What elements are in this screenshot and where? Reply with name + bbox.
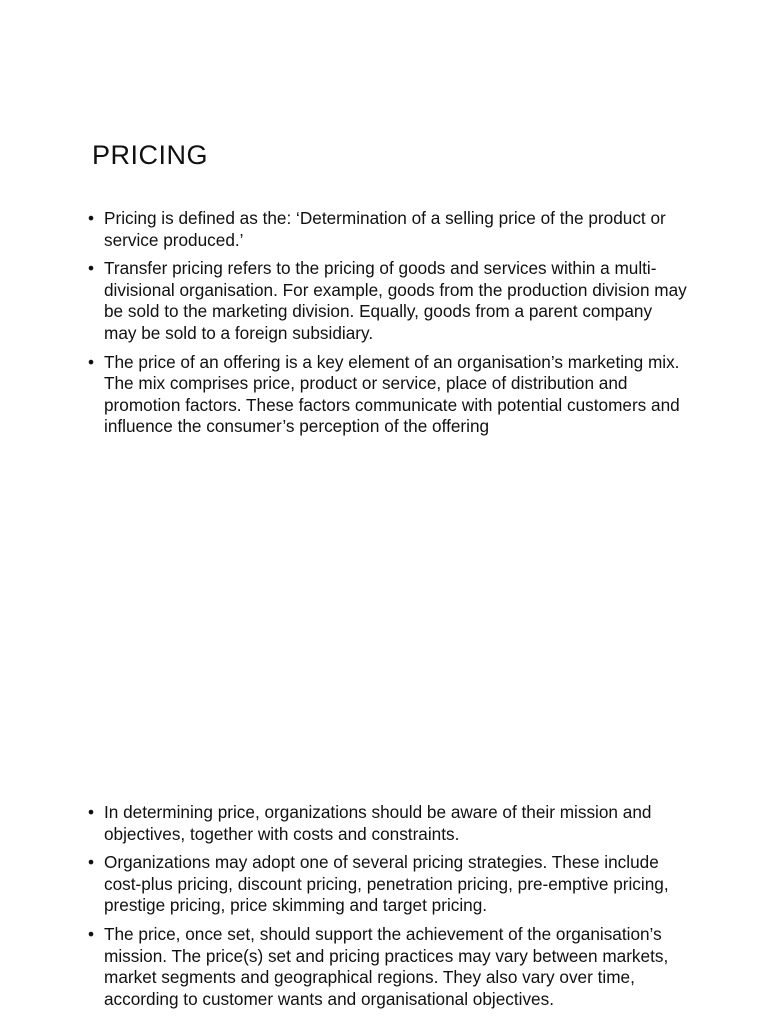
- bullet-icon: •: [88, 258, 95, 279]
- bullet-item: [88, 852, 688, 917]
- page-title: PRICING: [92, 140, 209, 170]
- bullet-item: [88, 802, 688, 845]
- bullet-icon: •: [88, 351, 95, 372]
- bullet-text: The price of an offering is a key element of an organisation’s marketing mix. The mix comprises price, product or service, place of distribution and promotion factors. These factors communicate with potential customers and influence the consumer’s perception of the offering: [104, 351, 680, 437]
- bullet-icon: •: [88, 802, 95, 822]
- bullet-icon: •: [88, 852, 95, 873]
- bullet-list-2: [88, 802, 688, 1017]
- bullet-item: [88, 208, 688, 251]
- bullet-text: Organizations may adopt one of several pricing strategies. These include cost-plus pricing, discount pricing, penetration pricing, pre-emptive pricing, prestige pricing, price skimming and target pricing.: [104, 852, 669, 916]
- slide-2: [0, 780, 768, 1024]
- bullet-icon: •: [88, 208, 95, 228]
- bullet-item: [88, 258, 688, 344]
- bullet-item: [88, 924, 688, 1010]
- bullet-text: In determining price, organizations should be aware of their mission and objectives, together with costs and constraints.: [104, 802, 652, 844]
- bullet-text: The price, once set, should support the achievement of the organisation’s mission. The price(s) set and pricing practices may vary between markets, market segments and geographical regions. They also vary over time, according to customer wants and organisational objectives.: [104, 923, 669, 1009]
- bullet-list-1: [88, 208, 688, 445]
- bullet-item: [88, 352, 688, 438]
- bullet-icon: •: [88, 923, 95, 944]
- bullet-text: Transfer pricing refers to the pricing of goods and services within a multi-divisional organisation. For example, goods from the production division may be sold to the marketing division. Equally, goods from a parent company may be sold to a foreign subsidiary.: [104, 258, 687, 343]
- bullet-text: Pricing is defined as the: ‘Determination of a selling price of the product or service produced.’: [104, 208, 666, 250]
